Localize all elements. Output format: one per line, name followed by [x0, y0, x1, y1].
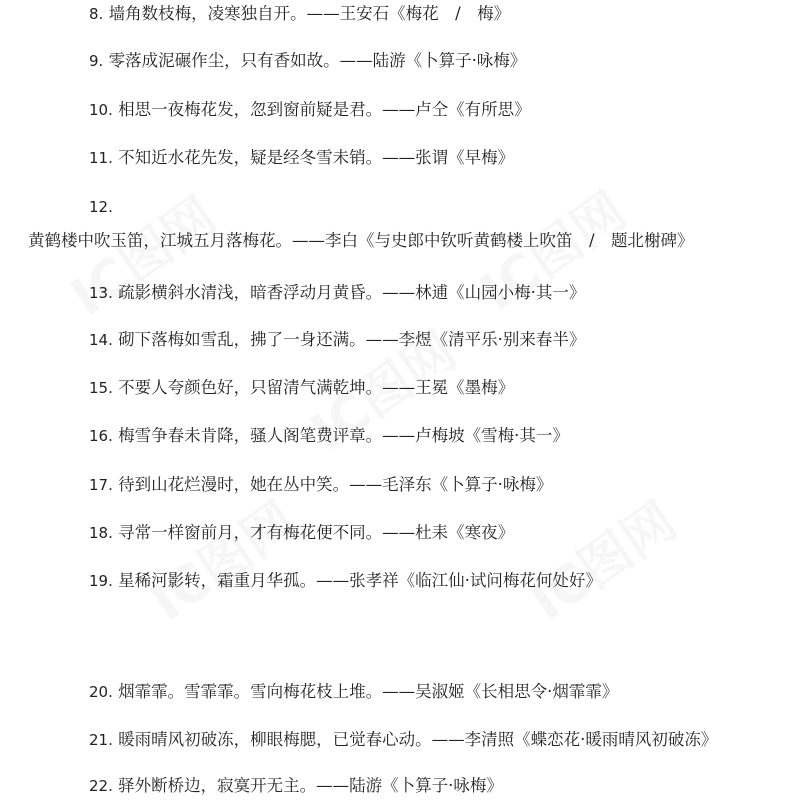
item-number: 13. [89, 284, 113, 302]
list-item [0, 190, 800, 257]
watermark [133, 480, 308, 634]
list-item [0, 96, 800, 124]
item-number: 18. [89, 524, 113, 542]
item-text: 星稀河影转，霜重月华孤。——张孝祥《临江仙·试问梅花何处好》 [118, 571, 602, 590]
list-item [0, 279, 800, 307]
item-text: 黄鹤楼中吹玉笛，江城五月落梅花。——李白《与史郎中钦听黄鹤楼上吹笛 / 题北榭碑》 [28, 231, 694, 250]
item-number: 10. [89, 101, 113, 119]
item-text: 不知近水花先发，疑是经冬雪未销。——张谓《早梅》 [118, 148, 515, 167]
list-item [0, 726, 800, 754]
item-number: 8. [89, 5, 104, 23]
list-item [0, 422, 800, 450]
item-text: 零落成泥碾作尘，只有香如故。——陆游《卜算子·咏梅》 [108, 51, 527, 70]
list-item [0, 471, 800, 499]
item-text: 驿外断桥边，寂寞开无主。——陆游《卜算子·咏梅》 [118, 776, 503, 795]
item-text: 烟霏霏。雪霏霏。雪向梅花枝上堆。——吴淑姬《长相思令·烟霏霏》 [118, 682, 619, 701]
item-number: 19. [89, 572, 113, 590]
item-text: 墙角数枝梅，凌寒独自开。——王安石《梅花 / 梅》 [108, 4, 511, 23]
item-text: 梅雪争春未肯降，骚人阁笔费评章。——卢梅坡《雪梅·其一》 [118, 426, 569, 445]
list-item [0, 772, 800, 800]
item-number: 21. [89, 731, 113, 749]
item-number: 15. [89, 379, 113, 397]
list-item [0, 519, 800, 547]
item-text: 砌下落梅如雪乱，拂了一身还满。——李煜《清平乐·别来春半》 [118, 330, 586, 349]
item-text: 不要人夸颜色好，只留清气满乾坤。——王冕《墨梅》 [118, 378, 515, 397]
item-number: 9. [89, 52, 104, 70]
item-number: 17. [89, 476, 113, 494]
list-item [0, 144, 800, 172]
item-number: 16. [89, 427, 113, 445]
list-item [0, 326, 800, 354]
list-item [0, 47, 800, 75]
item-number: 22. [89, 777, 113, 795]
watermark [513, 480, 688, 634]
item-text: 寻常一样窗前月，才有梅花便不同。——杜耒《寒夜》 [118, 523, 515, 542]
item-text: 疏影横斜水清浅，暗香浮动月黄昏。——林逋《山园小梅·其一》 [118, 283, 586, 302]
item-number: 11. [89, 149, 113, 167]
item-text: 相思一夜梅花发，忽到窗前疑是君。——卢仝《有所思》 [118, 100, 531, 119]
item-number: 14. [89, 331, 113, 349]
item-text: 暖雨晴风初破冻，柳眼梅腮，已觉春心动。——李清照《蝶恋花·暖雨晴风初破冻》 [118, 730, 718, 749]
item-text: 待到山花烂漫时，她在丛中笑。——毛泽东《卜算子·咏梅》 [118, 475, 553, 494]
list-item [0, 374, 800, 402]
item-number: 12. [89, 198, 113, 216]
list-item [0, 0, 800, 28]
list-item [0, 678, 800, 706]
list-item [0, 567, 800, 595]
item-number: 20. [89, 683, 113, 701]
